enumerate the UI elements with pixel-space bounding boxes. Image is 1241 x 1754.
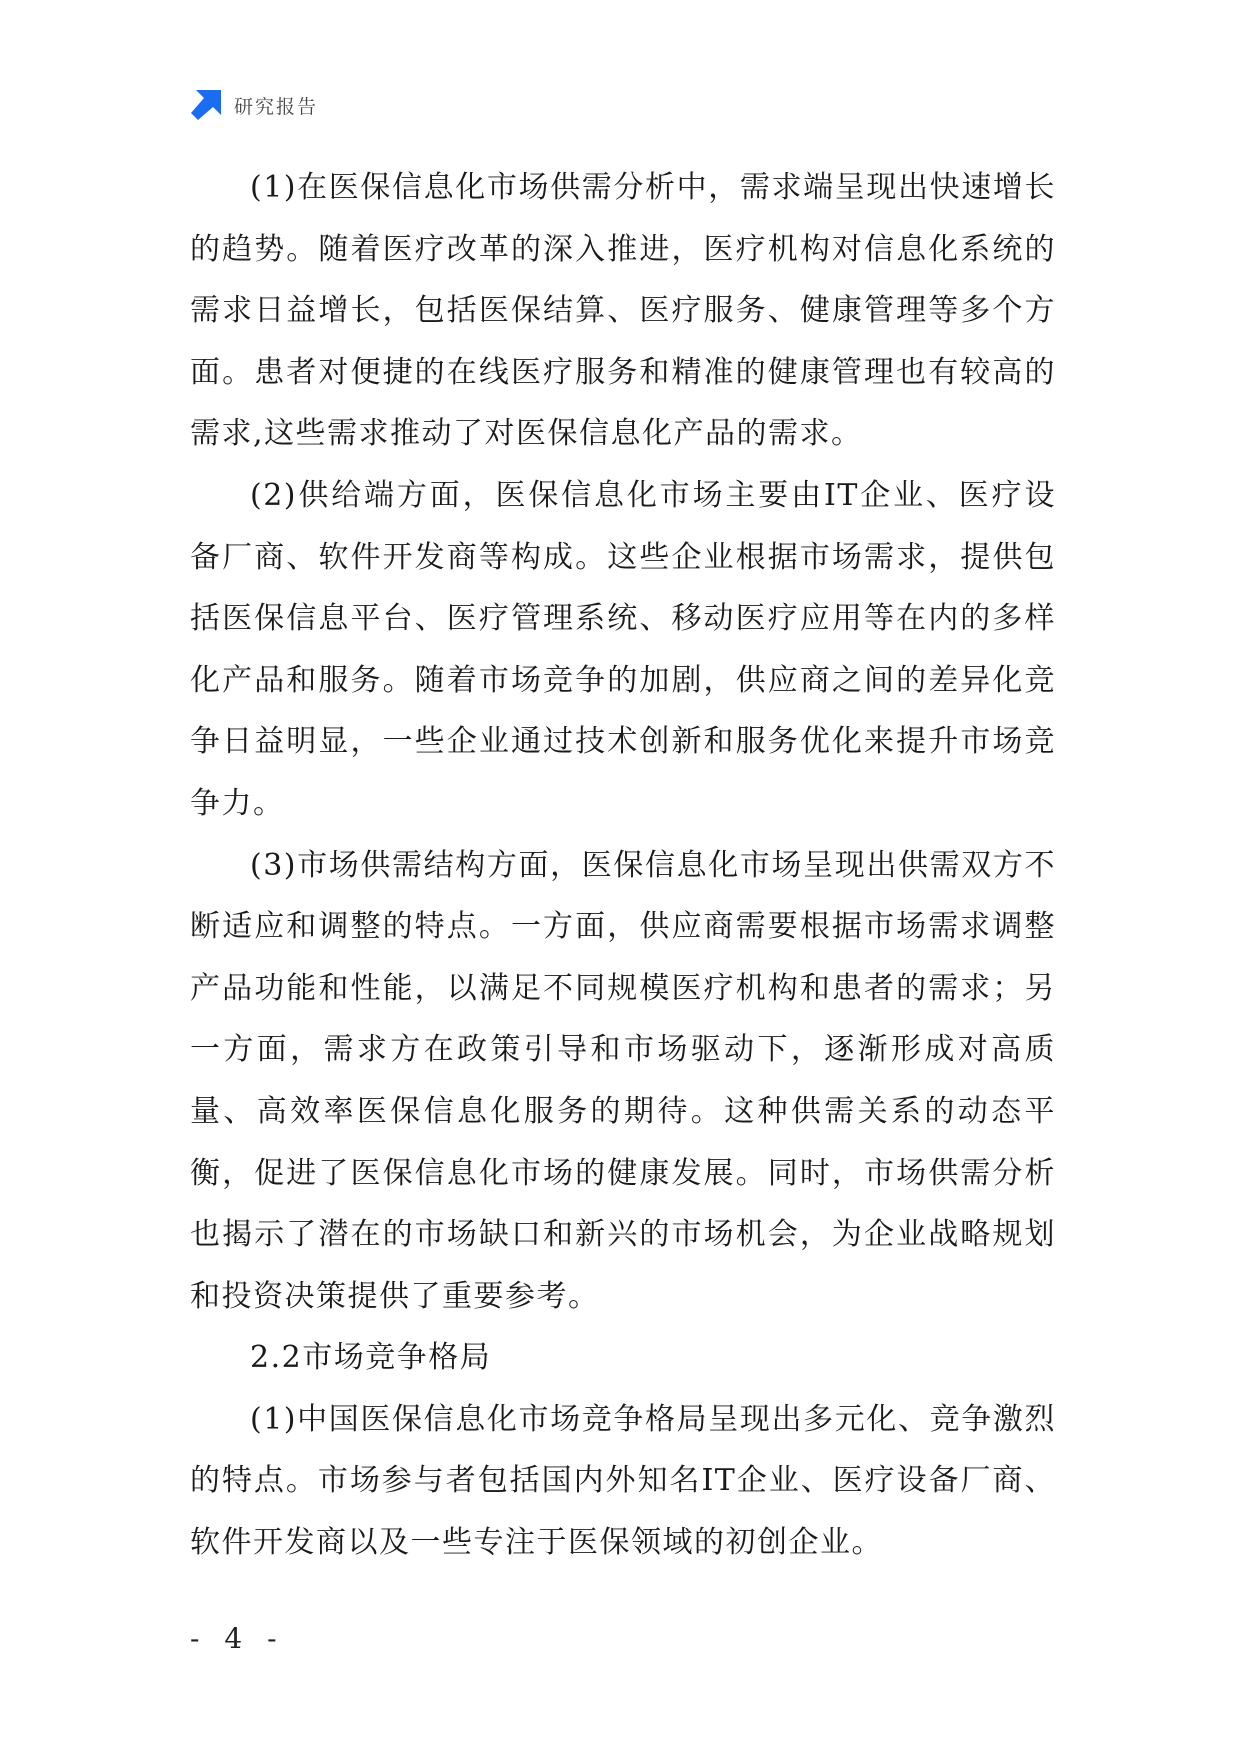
- section-heading: 2.2市场竞争格局: [250, 1340, 492, 1376]
- paragraph-competition-1: (1)中国医保信息化市场竞争格局呈现出多元化、竞争激烈的特点。市场参与者包括国内外知名IT企业、医疗设备厂商、软件开发商以及一些专注于医保领域的初创企业。: [190, 1401, 1056, 1561]
- report-header: [190, 88, 318, 122]
- page-number: - 4 -: [190, 1622, 285, 1655]
- document-body: [190, 157, 1056, 1574]
- header-title: 研究报告: [234, 95, 319, 118]
- paragraph-supply-demand-2: (2)供给端方面，医保信息化市场主要由IT企业、医疗设备厂商、软件开发商等构成。这些企业根据市场需求，提供包括医保信息平台、医疗管理系统、移动医疗应用等在内的多样化产品和服务。随着市场竞争的加剧，供应商之间的差异化竞争日益明显，一些企业通过技术创新和服务优化来提升市场竞争力。: [190, 477, 1056, 821]
- paragraph-supply-demand-1: (1)在医保信息化市场供需分析中，需求端呈现出快速增长的趋势。随着医疗改革的深入推进，医疗机构对信息化系统的需求日益增长，包括医保结算、医疗服务、健康管理等多个方面。患者对便捷的在线医疗服务和精准的健康管理也有较高的需求,这些需求推动了对医保信息化产品的需求。: [190, 170, 1056, 452]
- paragraph-supply-demand-3: (3)市场供需结构方面，医保信息化市场呈现出供需双方不断适应和调整的特点。一方面，供应商需要根据市场需求调整产品功能和性能，以满足不同规模医疗机构和患者的需求；另一方面，需求方在政策引导和市场驱动下，逐渐形成对高质量、高效率医保信息化服务的期待。这种供需关系的动态平衡，促进了医保信息化市场的健康发展。同时，市场供需分析也揭示了潜在的市场缺口和新兴的市场机会，为企业战略规划和投资决策提供了重要参考。: [190, 847, 1056, 1314]
- arrow-up-right-icon: [190, 89, 222, 121]
